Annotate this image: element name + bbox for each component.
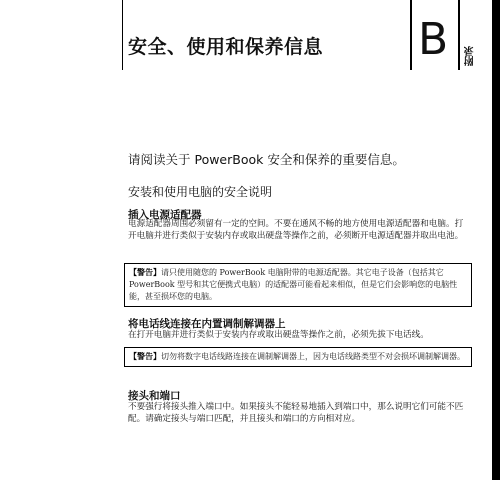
warning-tag: 【警告】 [129, 268, 161, 277]
ports-heading: 接头和端口 [128, 390, 181, 402]
adapter-body: 电源适配器周围必须留有一定的空间。不要在通风不畅的地方使用电源适配器和电脑。打开电脑并进行类似于安装内存或取出硬盘等操作之前，必须断开电源适配器并取出电池。 [128, 219, 464, 241]
right-edge-bar [492, 0, 500, 480]
modem-warning-box [124, 347, 472, 367]
ports-body: 不要强行将接头推入端口中。如果接头不能轻易地插入到端口中，那么说明它们可能不匹配。请确定接头与端口匹配，并且接头和端口的方向相对应。 [128, 402, 464, 424]
modem-body: 在打开电脑并进行类似于安装内存或取出硬盘等操作之前，必须先拔下电话线。 [128, 330, 429, 340]
adapter-heading: 插入电源适配器 [128, 209, 202, 221]
left-vertical-rule [122, 0, 123, 70]
appendix-letter: B [418, 14, 449, 65]
appendix-letter-box [410, 0, 460, 70]
modem-warning-text: 切勿将数字电话线路连接在调制解调器上，因为电话线路类型不对会损坏调制解调器。 [161, 352, 465, 361]
adapter-warning-box [124, 263, 472, 307]
appendix-label: 附录 [465, 46, 476, 66]
chapter-title: 安全、使用和保养信息 [128, 36, 324, 58]
adapter-warning-text: 请只使用随您的 PowerBook 电脑附带的电源适配器。其它电子设备（包括其它 PowerBook 型号和其它便携式电脑）的适配器可能看起来相似，但是它们会影响您的电脑性能，甚至损坏您的电脑。 [129, 268, 458, 301]
modem-heading: 将电话线连接在内置调制解调器上 [128, 318, 286, 330]
intro-text: 请阅读关于 PowerBook 安全和保养的重要信息。 [128, 152, 405, 167]
warning-tag: 【警告】 [129, 352, 161, 361]
section-title: 安装和使用电脑的安全说明 [128, 185, 273, 199]
